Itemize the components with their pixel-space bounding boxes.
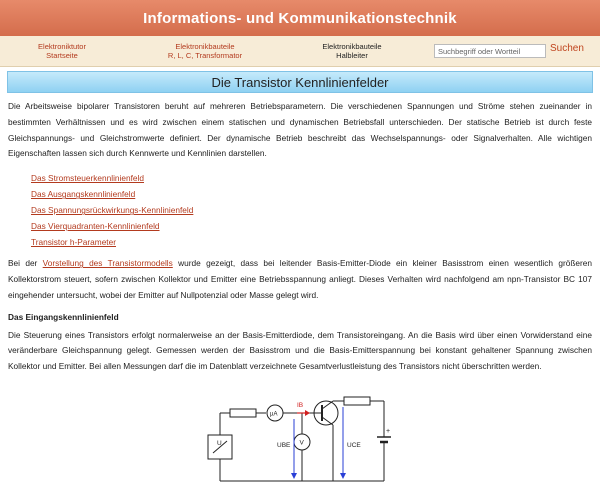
site-header — [0, 0, 600, 36]
toc-link-ausgang[interactable]: Das Ausgangskennlinienfeld — [31, 189, 136, 200]
search-button[interactable]: Suchen — [550, 43, 584, 54]
toc-link-h-parameter[interactable]: Transistor h-Parameter — [31, 237, 116, 248]
model-text-after: wurde gezeigt, dass bei leitender Basis-Emitter-Diode ein kleiner Basisstrom einen wesentlich größeren Kollektorstrom steuert, sofern zwischen Kollektor und Emitter eine Betriebsspannung anliegt. Dieses Verhalten wird nachfolgend am npn-Transistor BC 107 eingehender untersucht, wobei der Emitter auf Nullpotenzial oder Masse gelegt wird. — [8, 258, 592, 300]
u-label: U — [217, 440, 222, 447]
site-title: Informations- und Kommunikationstechnik — [143, 9, 457, 27]
toc-link-vierquadranten[interactable]: Das Vierquadranten-Kennlinienfeld — [31, 221, 160, 232]
toc-item — [31, 170, 593, 186]
ube-label: UBE — [277, 442, 291, 449]
toc-item — [31, 234, 593, 250]
toc-item — [31, 186, 593, 202]
section-heading: Das Eingangskennlinienfeld — [8, 311, 119, 322]
nav-item-sublabel: Startseite — [46, 51, 78, 60]
search-input[interactable] — [434, 44, 546, 58]
model-text-before: Bei der — [8, 258, 43, 269]
transistormodell-link[interactable]: Vorstellung des Transistormodells — [42, 258, 173, 269]
nav-item-startseite[interactable] — [26, 42, 98, 60]
ib-label: IB — [297, 402, 304, 409]
model-paragraph — [8, 256, 592, 303]
ib-arrowhead-icon — [305, 410, 310, 416]
intro-paragraph: Die Arbeitsweise bipolarer Transistoren beruht auf mehreren Betriebsparametern. Die verschiedenen Spannungen und Ströme stehen zueinander in bestimmten Verhältnissen und es wird zwischen einem statischen und dynamischen Betriebsfall unterschieden. Der statische Betrieb ist durch feste Gleichspannungs- und Gleichstromwerte definiert. Der dynamische Betrieb beschreibt das Wechselspannungs- oder Signalverhalten. Alle wichtigen Eigenschaften lassen sich durch Kennwerte und Kennlinien darstellen. — [8, 101, 592, 159]
uce-arrowhead-icon — [340, 473, 346, 479]
voltmeter-label: V — [299, 439, 304, 447]
uce-label: UCE — [347, 442, 361, 449]
nav-item-sublabel: Halbleiter — [336, 51, 368, 60]
nav-item-label: Elektronikbauteile — [322, 42, 382, 51]
nav-item-label: Elektroniktutor — [38, 42, 86, 51]
toc-item — [31, 218, 593, 234]
resistor-rv-icon — [230, 409, 256, 417]
eingang-paragraph: Die Steuerung eines Transistors erfolgt normalerweise an der Basis-Emitterdiode, dem Transistoreingang. An die Basis wird über einen Vorwiderstand eine veränderbare Gleichspannung gelegt. Gemessen werden der Basisstrom und die Basis-Emitterspannung bei konstant gehaltener Spannung zwischen Kollektor und Emitter. Bei allen Messungen darf die im Datenblatt verzeichnete Gesamtverlustleistung des Transistors nicht überschritten werden. — [8, 329, 592, 372]
toc-link-rueckwirkung[interactable]: Das Spannungsrückwirkungs-Kennlinienfeld — [31, 205, 194, 216]
ammeter-label: µA — [270, 411, 278, 418]
circuit-diagram — [198, 395, 398, 488]
toc-item — [31, 202, 593, 218]
toc-list — [31, 170, 593, 250]
main-content — [0, 71, 600, 375]
toc-link-stromsteuer[interactable]: Das Stromsteuerkennlinienfeld — [31, 173, 144, 184]
resistor-rc-icon — [344, 397, 370, 405]
ube-arrowhead-icon — [291, 473, 297, 479]
nav-item-sublabel: R, L, C, Transformator — [167, 51, 243, 60]
nav-bar — [0, 36, 600, 67]
nav-item-label: Elektronikbauteile — [175, 42, 235, 51]
battery-plus-icon: + — [386, 428, 391, 435]
nav-item-halbleiter[interactable] — [312, 42, 392, 60]
nav-item-rlc[interactable] — [150, 42, 260, 60]
page-title: Die Transistor Kennlinienfelder — [7, 71, 593, 93]
